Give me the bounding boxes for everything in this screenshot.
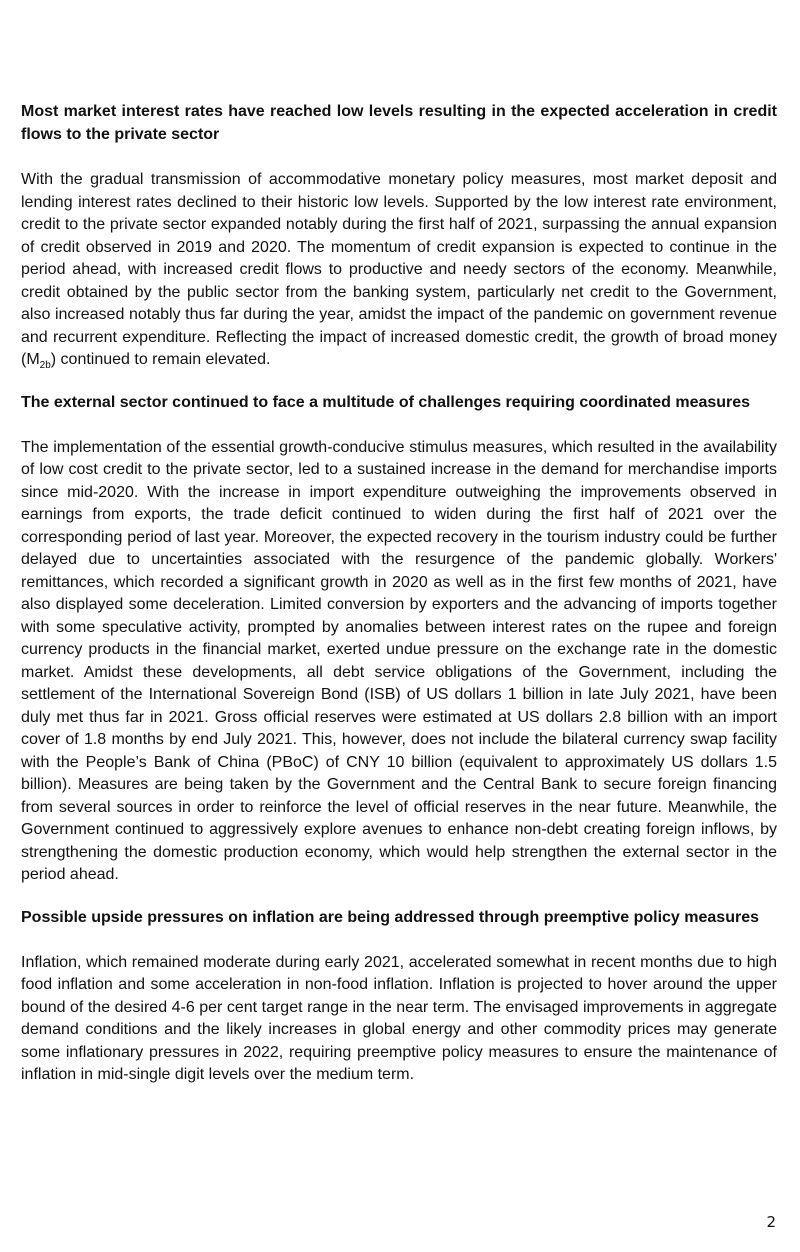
section-external [21,391,777,887]
m2b-subscript: 2b [39,360,51,372]
document-page [21,100,777,1106]
page-number: 2 [766,1213,776,1231]
section-credit [21,100,777,372]
section-body-external: The implementation of the essential growth-conducive stimulus measures, which resulted in the availability of low cost credit to the private sector, led to a sustained increase in the demand for merchandise imports since mid-2020. With the increase in import expenditure outweighing the improvements observed in earnings from exports, the trade deficit continued to widen during the first half of 2021 over the corresponding period of last year. Moreover, the expected recovery in the tourism industry could be further delayed due to uncertainties associated with the resurgence of the pandemic globally. Workers' remittances, which recorded a significant growth in 2020 as well as in the first few months of 2021, have also displayed some deceleration. Limited conversion by exporters and the advancing of imports together with some speculative activity, prompted by anomalies between interest rates on the rupee and foreign currency products in the financial market, exerted undue pressure on the exchange rate in the domestic market. Amidst these developments, all debt service obligations of the Government, including the settlement of the International Sovereign Bond (ISB) of US dollars 1 billion in late July 2021, have been duly met thus far in 2021. Gross official reserves were estimated at US dollars 2.8 billion with an import cover of 1.8 months by end July 2021. This, however, does not include the bilateral currency swap facility with the People’s Bank of China (PBoC) of CNY 10 billion (equivalent to approximately US dollars 1.5 billion). Measures are being taken by the Government and the Central Bank to secure foreign financing from several sources in order to reinforce the level of official reserves in the near future. Meanwhile, the Government continued to aggressively explore avenues to enhance non-debt creating foreign inflows, by strengthening the domestic production economy, which would help strengthen the external sector in the period ahead. [21,438,777,883]
section-inflation [21,906,777,1087]
section-heading-external: The external sector continued to face a multitude of challenges requiring coordinated measures [21,393,751,411]
section-heading-credit: Most market interest rates have reached low levels resulting in the expected acceleration in credit flows to the private sector [21,103,777,143]
credit-body-text: With the gradual transmission of accommodative monetary policy measures, most market deposit and lending interest rates declined to their historic low levels. Supported by the low interest rate environment, credit to the private sector expanded notably during the first half of 2021, surpassing the annual expansion of credit observed in 2019 and 2020. The momentum of credit expansion is expected to continue in the period ahead, with increased credit flows to productive and needy sectors of the economy. Meanwhile, credit obtained by the public sector from the banking system, particularly net credit to the Government, also increased notably thus far during the year, amidst the impact of the pandemic on government revenue and recurrent expenditure. Reflecting the impact of increased domestic credit, the growth of broad money (M [21,171,777,368]
section-heading-inflation: Possible upside pressures on inflation are being addressed through preemptive policy measures [21,908,759,926]
section-body-credit [21,169,777,372]
credit-body-tail: ) continued to remain elevated. [50,351,271,368]
section-body-inflation: Inflation, which remained moderate during early 2021, accelerated somewhat in recent months due to high food inflation and some acceleration in non-food inflation. Inflation is projected to hover around the upper bound of the desired 4-6 per cent target range in the near term. The envisaged improvements in aggregate demand conditions and the likely increases in global energy and other commodity prices may generate some inflationary pressures in 2022, requiring preemptive policy measures to ensure the maintenance of inflation in mid-single digit levels over the medium term. [21,953,777,1083]
